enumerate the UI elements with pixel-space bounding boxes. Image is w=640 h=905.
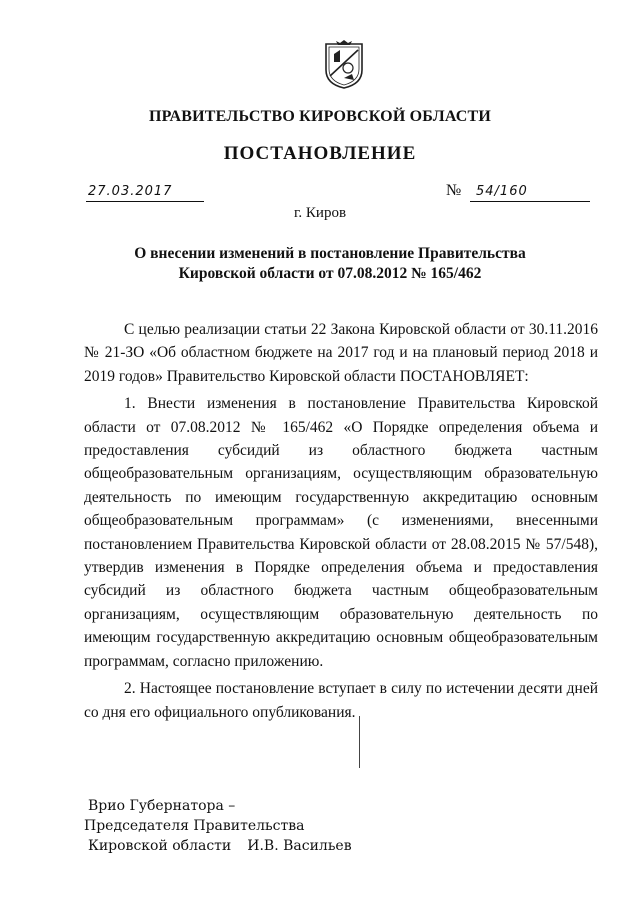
signatory-name: И.В. Васильев	[247, 838, 352, 854]
signatory-title-3: Кировской области	[88, 838, 232, 854]
city: г. Киров	[293, 205, 347, 221]
signature-block	[84, 796, 352, 856]
document-date: 27.03.2017	[88, 184, 173, 199]
document-number: 54/160	[476, 184, 528, 199]
date-underline	[86, 201, 204, 202]
paragraph-item-1: 1. Внести изменения в постановление Правительства Кировской области от 07.08.2012 № 165/462 «О Порядке определения объема и предоставления субсидий из областного бюджета частным общеобразовательным организациям, осуществляющим образовательную деятельность по имеющим государственную аккредитацию основным общеобразовательным программам» (с изменениями, внесенными постановлением Правительства Кировской области от 28.08.2015 № 57/548), утвердив изменения в Порядке определения объема и предоставления субсидий из областного бюджета частным общеобразовательным организациям, осуществляющим образовательную деятельность по имеющим государственную аккредитацию основным общеобразовательным программам, согласно приложению.	[84, 395, 598, 670]
paragraph-item-2: 2. Настоящее постановление вступает в силу по истечении десяти дней со дня его официального опубликования.	[84, 680, 598, 721]
coat-of-arms-icon	[322, 40, 366, 90]
organization-name: ПРАВИТЕЛЬСТВО КИРОВСКОЙ ОБЛАСТИ	[148, 108, 492, 125]
signatory-title-2: Председателя Правительства	[84, 818, 305, 834]
document-title	[100, 244, 560, 284]
signatory-title-1: Врио Губернатора –	[88, 798, 236, 814]
document-body	[84, 318, 598, 724]
title-line-1: О внесении изменений в постановление Правительства	[134, 245, 526, 262]
number-label: №	[446, 182, 462, 199]
margin-mark	[359, 716, 360, 768]
document-type: ПОСТАНОВЛЕНИЕ	[223, 143, 417, 164]
paragraph-preamble: С целью реализации статьи 22 Закона Кировской области от 30.11.2016 № 21-ЗО «Об областном бюджете на 2017 год и на плановый период 2018 и 2019 годов» Правительство Кировской области ПОСТАНОВЛЯЕТ:	[84, 321, 598, 385]
title-line-2: Кировской области от 07.08.2012 № 165/462	[178, 265, 482, 282]
number-underline	[470, 201, 590, 202]
signatory-title-3-row	[88, 836, 352, 856]
